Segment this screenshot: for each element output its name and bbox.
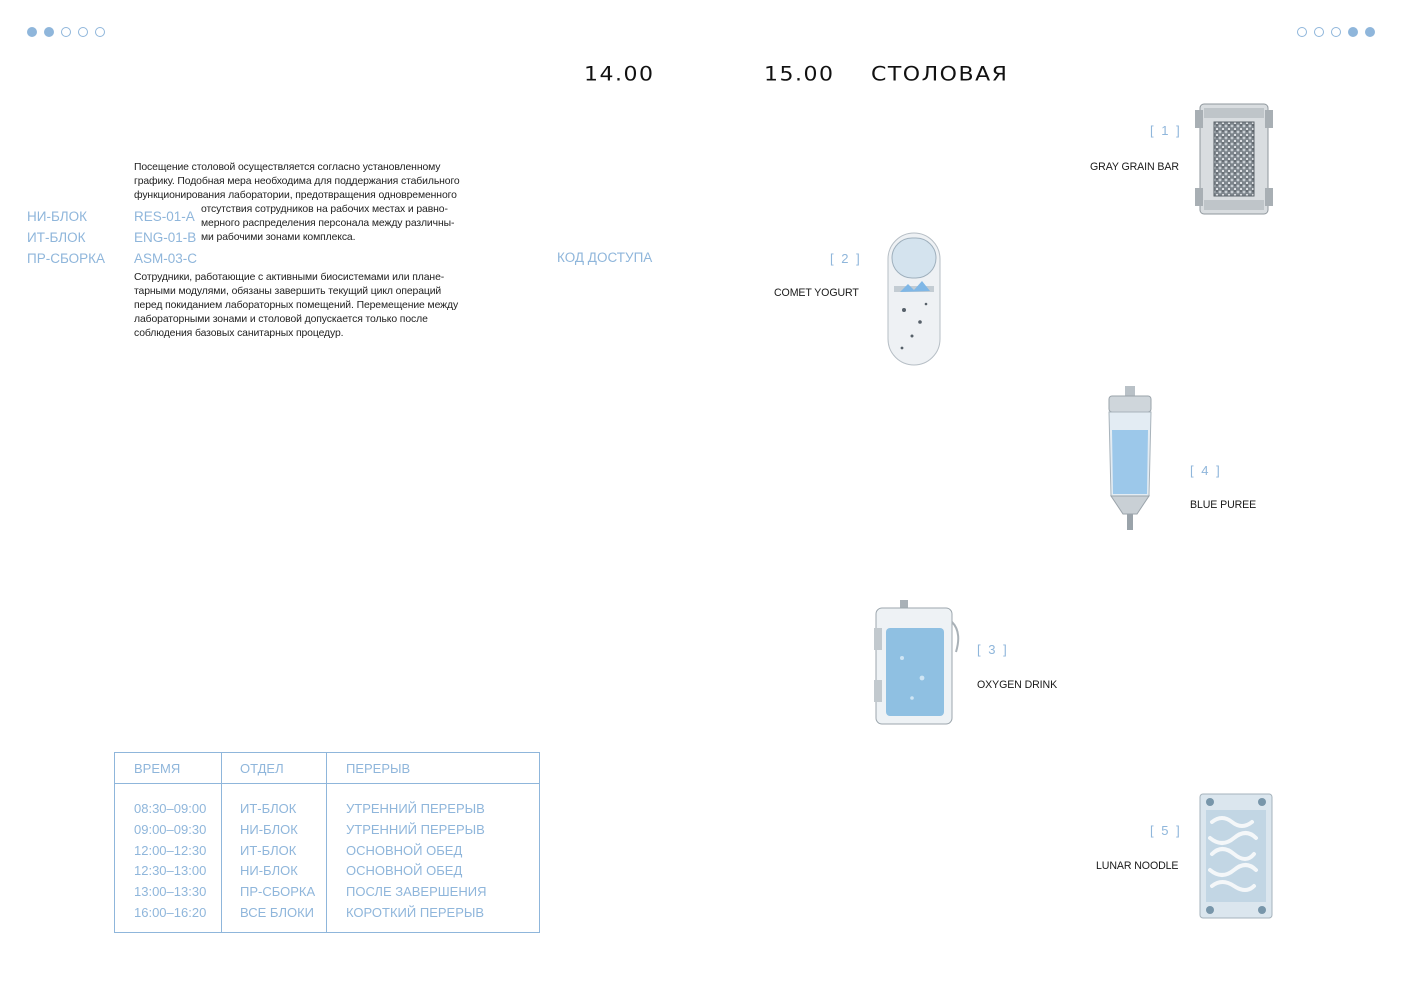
product-name: COMET YOGURT — [774, 287, 859, 299]
table-cell: ИТ-БЛОК — [240, 801, 297, 816]
pagination-right — [1297, 27, 1375, 37]
page-dot-1[interactable] — [27, 27, 37, 37]
table-cell: НИ-БЛОК — [240, 821, 298, 837]
department-code: RES-01-A — [134, 209, 195, 224]
table-cell: 09:00–09:30 — [134, 821, 207, 837]
yogurt-capsule-image — [884, 230, 944, 368]
page-dot-5[interactable] — [95, 27, 105, 37]
table-cell: ОСНОВНОЙ ОБЕД — [346, 863, 463, 879]
paragraph-line: ми рабочими зонами комплекса. — [201, 231, 356, 243]
paragraph-intro — [134, 161, 460, 244]
time-start: 14.00 — [584, 63, 655, 86]
department-code: ENG-01-B — [134, 230, 197, 245]
page-dot-6[interactable] — [1297, 27, 1307, 37]
page-dot-3[interactable] — [61, 27, 71, 37]
product-number: [ 2 ] — [830, 251, 862, 266]
paragraph-rules — [134, 271, 458, 341]
product-name: GRAY GRAIN BAR — [1090, 161, 1179, 173]
paragraph-line: функционирования лаборатории, предотвращения одновременного — [134, 189, 457, 201]
paragraph-line: отсутствия сотрудников на рабочих местах и равно- — [201, 203, 448, 215]
table-cell: 08:30–09:00 — [134, 801, 207, 816]
page-dot-4[interactable] — [78, 27, 88, 37]
table-header-time: ВРЕМЯ — [134, 761, 181, 776]
table-cell: ПОСЛЕ ЗАВЕРШЕНИЯ — [346, 884, 487, 900]
table-header-department: ОТДЕЛ — [240, 761, 284, 776]
table-cell: ПР-СБОРКА — [240, 884, 316, 900]
product-number: [ 3 ] — [977, 642, 1009, 657]
table-header-divider — [115, 783, 539, 784]
paragraph-line: графику. Подобная мера необходима для поддержания стабильного — [134, 175, 460, 187]
table-cell: КОРОТКИЙ ПЕРЕРЫВ — [346, 904, 485, 920]
department-code: ASM-03-C — [134, 251, 198, 266]
grain-bar-package-image — [1194, 100, 1274, 218]
table-cell: ВСЕ БЛОКИ — [240, 904, 315, 920]
puree-pouch-image — [1103, 384, 1157, 534]
schedule-table — [114, 752, 540, 933]
department-name: ИТ-БЛОК — [27, 230, 86, 245]
oxygen-drink-pack-image — [872, 598, 962, 728]
table-column-break — [346, 799, 486, 924]
table-divider — [221, 753, 222, 932]
page-dot-9[interactable] — [1348, 27, 1358, 37]
paragraph-line: мерного распределения персонала между различны- — [201, 217, 455, 229]
table-cell: 16:00–16:20 — [134, 904, 207, 920]
pagination-left — [27, 27, 105, 37]
noodle-pack-image — [1196, 790, 1276, 922]
paragraph-line: Посещение столовой осуществляется согласно установленному — [134, 162, 441, 173]
table-cell: 13:00–13:30 — [134, 884, 207, 900]
access-code-label: КОД ДОСТУПА — [557, 250, 653, 265]
table-cell: ИТ-БЛОК — [240, 842, 297, 858]
product-number: [ 1 ] — [1150, 123, 1182, 138]
department-names — [27, 206, 105, 269]
table-cell: 12:00–12:30 — [134, 842, 207, 858]
product-number: [ 5 ] — [1150, 823, 1182, 838]
page-dot-2[interactable] — [44, 27, 54, 37]
page-dot-7[interactable] — [1314, 27, 1324, 37]
paragraph-line: соблюдения базовых санитарных процедур. — [134, 327, 344, 339]
table-cell: ОСНОВНОЙ ОБЕД — [346, 842, 463, 858]
paragraph-line: Сотрудники, работающие с активными биосистемами или плане- — [134, 272, 445, 283]
page-title: СТОЛОВАЯ — [871, 63, 1009, 86]
table-column-time — [134, 799, 206, 924]
paragraph-line: тарными модулями, обязаны завершить текущий цикл операций — [134, 285, 442, 297]
product-name: OXYGEN DRINK — [977, 679, 1058, 691]
time-end: 15.00 — [764, 63, 835, 86]
table-cell: 12:30–13:00 — [134, 863, 207, 879]
product-name: BLUE PUREE — [1190, 499, 1257, 511]
table-column-department — [240, 799, 315, 924]
table-header-break: ПЕРЕРЫВ — [346, 761, 411, 776]
paragraph-line: лабораторными зонами и столовой допускается только после — [134, 313, 428, 325]
table-divider — [326, 753, 327, 932]
table-cell: УТРЕННИЙ ПЕРЕРЫВ — [346, 801, 485, 816]
product-name: LUNAR NOODLE — [1096, 860, 1179, 872]
table-cell: УТРЕННИЙ ПЕРЕРЫВ — [346, 821, 485, 837]
paragraph-line: перед покиданием лабораторных помещений. Перемещение между — [134, 299, 459, 311]
department-name: ПР-СБОРКА — [27, 251, 106, 266]
page-dot-8[interactable] — [1331, 27, 1341, 37]
table-cell: НИ-БЛОК — [240, 863, 298, 879]
product-number: [ 4 ] — [1190, 463, 1222, 478]
department-name: НИ-БЛОК — [27, 209, 88, 224]
page-dot-10[interactable] — [1365, 27, 1375, 37]
